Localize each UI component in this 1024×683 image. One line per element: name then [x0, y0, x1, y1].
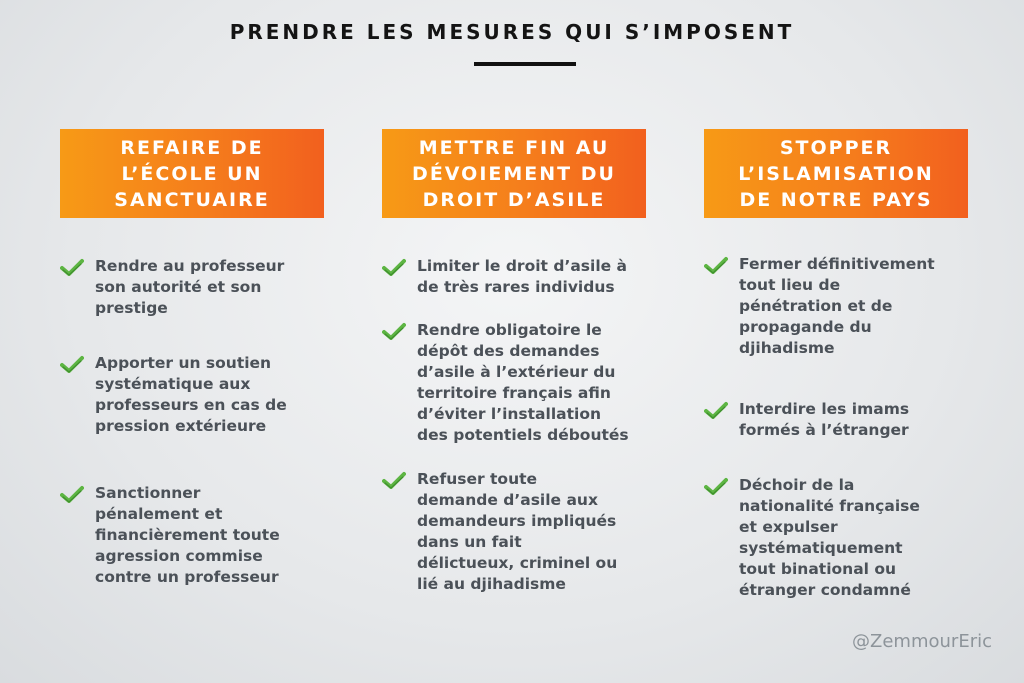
author-handle: @ZemmourEric — [852, 631, 992, 652]
item-text: Interdire les imams formés à l’étranger — [739, 400, 910, 439]
page-title: PRENDRE LES MESURES QUI S’IMPOSENT — [229, 20, 795, 44]
item-text: Refuser toute demande d’asile aux demandeurs impliqués dans un fait délictueux, criminel ou lié au djihadisme — [417, 470, 618, 593]
check-icon — [704, 256, 728, 274]
column-header: STOPPER L’ISLAMISATION DE NOTRE PAYS — [704, 129, 968, 218]
item-text: Rendre obligatoire le dépôt des demandes d’asile à l’extérieur du territoire français afin d’éviter l’installation des potentiels déboutés — [417, 321, 629, 444]
column-asile — [382, 129, 646, 593]
item-text: Limiter le droit d’asile à de très rares individus — [417, 257, 628, 296]
title-underline — [474, 62, 576, 66]
check-icon — [704, 401, 728, 419]
check-icon — [60, 355, 84, 373]
check-icon — [382, 471, 406, 489]
item-text: Déchoir de la nationalité française et expulser systématiquement tout binational ou étranger condamné — [739, 476, 920, 599]
item-text: Fermer définitivement tout lieu de pénétration et de propagande du djihadisme — [739, 255, 935, 357]
item-text: Rendre au professeur son autorité et son prestige — [95, 257, 285, 317]
check-icon — [60, 258, 84, 276]
check-icon — [382, 258, 406, 276]
item-text: Apporter un soutien systématique aux professeurs en cas de pression extérieure — [95, 354, 287, 435]
check-icon — [382, 322, 406, 340]
column-header: METTRE FIN AU DÉVOIEMENT DU DROIT D’ASILE — [382, 129, 646, 218]
check-icon — [60, 485, 84, 503]
item-text: Sanctionner pénalement et financièrement toute agression commise contre un professeur — [95, 484, 280, 586]
column-islamisation — [704, 129, 968, 599]
column-ecole — [60, 129, 324, 586]
check-icon — [704, 477, 728, 495]
column-header: REFAIRE DE L’ÉCOLE UN SANCTUAIRE — [60, 129, 324, 218]
